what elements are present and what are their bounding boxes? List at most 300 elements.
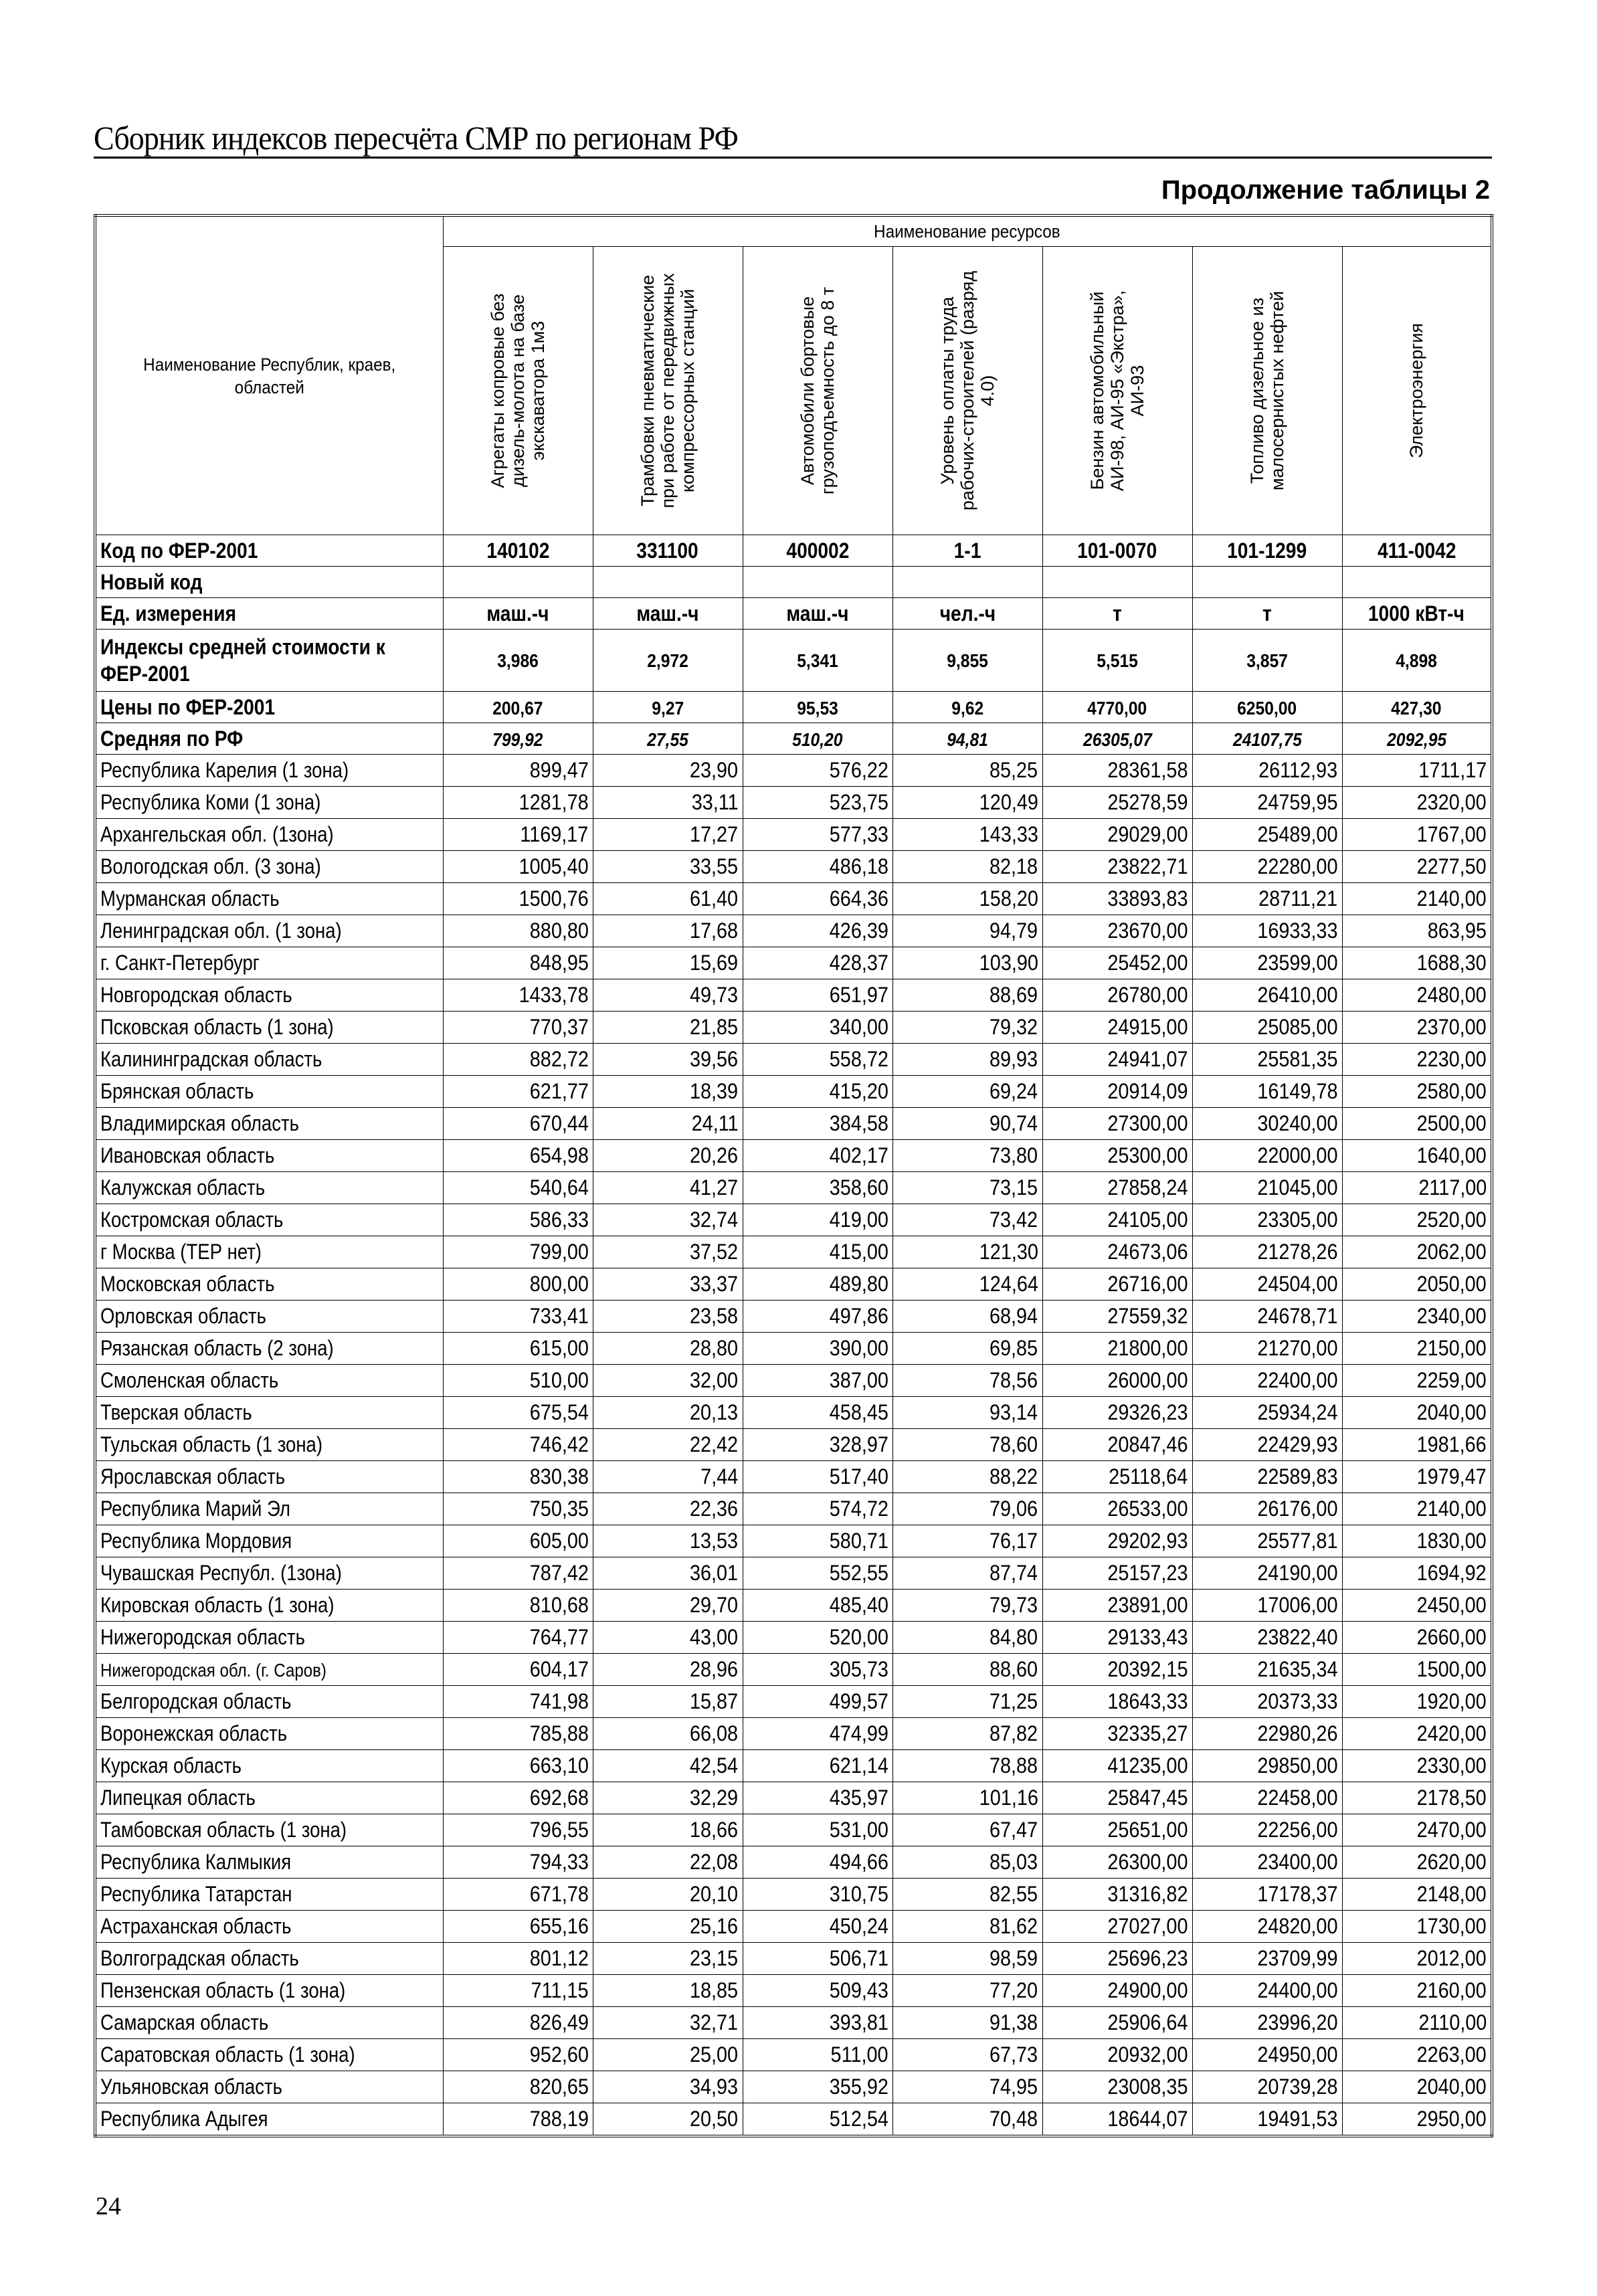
table-row <box>95 2007 1492 2039</box>
region-name-text: Чувашская Республ. (1зона) <box>100 1561 342 1585</box>
value-cell <box>593 1076 743 1108</box>
cell-value: 2050,00 <box>1416 1272 1487 1296</box>
cell-value: 340,00 <box>829 1015 888 1039</box>
cell-value: 22000,00 <box>1257 1143 1338 1167</box>
table-row <box>95 1108 1492 1140</box>
value-cell <box>1192 1814 1342 1846</box>
region-name-text: Владимирская область <box>100 1111 299 1135</box>
cell-value: 733,41 <box>529 1304 589 1328</box>
table-continuation-label: Продолжение таблицы 2 <box>1161 175 1490 205</box>
row-label <box>95 535 443 567</box>
value-cell <box>893 1686 1042 1718</box>
value-cell <box>1192 851 1342 883</box>
value-cell <box>1042 819 1192 851</box>
value-cell <box>743 1750 893 1782</box>
cell-value: 32,00 <box>690 1368 739 1392</box>
value-cell <box>593 1108 743 1140</box>
info-value: 140102 <box>486 538 549 563</box>
value-cell <box>593 1943 743 1975</box>
value-cell <box>743 1686 893 1718</box>
value-cell <box>1192 1397 1342 1429</box>
value-cell <box>893 1911 1042 1943</box>
value-cell <box>1342 1943 1492 1975</box>
cell-value: 25085,00 <box>1257 1015 1338 1039</box>
cell-value: 2012,00 <box>1416 1946 1487 1970</box>
cell-value: 1640,00 <box>1416 1143 1487 1167</box>
row-label-text: Новый код <box>100 569 203 594</box>
info-cell <box>443 567 593 598</box>
value-cell <box>593 1557 743 1590</box>
value-cell <box>443 1044 593 1076</box>
value-cell <box>1342 2103 1492 2137</box>
table-row <box>95 1718 1492 1750</box>
value-cell <box>893 1365 1042 1397</box>
info-value: 24107,75 <box>1232 729 1302 750</box>
cell-value: 29029,00 <box>1107 822 1188 846</box>
cell-value: 43,00 <box>690 1625 739 1649</box>
cell-value: 22,42 <box>690 1432 739 1456</box>
cell-value: 1830,00 <box>1416 1529 1487 1553</box>
value-cell <box>893 1622 1042 1654</box>
region-name-text: Брянская область <box>100 1079 254 1103</box>
cell-value: 25278,59 <box>1107 790 1188 814</box>
info-value: 2,972 <box>647 650 688 671</box>
info-cell <box>593 567 743 598</box>
cell-value: 520,00 <box>829 1625 888 1649</box>
value-cell <box>893 851 1042 883</box>
region-name <box>95 1429 443 1461</box>
cell-value: 621,77 <box>529 1079 589 1103</box>
table-row <box>95 1268 1492 1301</box>
info-cell <box>743 535 893 567</box>
region-name <box>95 1108 443 1140</box>
value-cell <box>743 1172 893 1204</box>
region-name-text: Тульская область (1 зона) <box>100 1432 323 1456</box>
value-cell <box>1192 1012 1342 1044</box>
value-cell <box>1042 1333 1192 1365</box>
value-cell <box>593 851 743 883</box>
value-cell <box>1342 1814 1492 1846</box>
value-cell <box>443 1172 593 1204</box>
cell-value: 664,36 <box>829 886 888 911</box>
cell-value: 41,27 <box>690 1175 739 1200</box>
value-cell <box>593 1172 743 1204</box>
cell-value: 78,88 <box>990 1753 1038 1778</box>
value-cell <box>1192 1493 1342 1525</box>
cell-value: 655,16 <box>529 1914 589 1938</box>
value-cell <box>1042 1493 1192 1525</box>
region-name-text: Ивановская область <box>100 1143 275 1167</box>
value-cell <box>743 1846 893 1879</box>
cell-value: 20,13 <box>690 1400 739 1424</box>
cell-value: 71,25 <box>990 1689 1038 1713</box>
cell-value: 23,90 <box>690 758 739 782</box>
value-cell <box>443 1750 593 1782</box>
info-value: 411-0042 <box>1377 538 1456 563</box>
value-cell <box>743 2007 893 2039</box>
value-cell <box>743 1814 893 1846</box>
cell-value: 79,06 <box>990 1497 1038 1521</box>
info-value: 101-1299 <box>1227 538 1307 563</box>
cell-value: 26410,00 <box>1257 983 1338 1007</box>
code-row <box>95 535 1492 567</box>
value-cell <box>593 1140 743 1172</box>
value-cell <box>743 1525 893 1557</box>
region-name-text: Тверская область <box>100 1400 252 1424</box>
cell-value: 796,55 <box>529 1818 589 1842</box>
value-cell <box>893 787 1042 819</box>
cell-value: 124,64 <box>979 1272 1038 1296</box>
info-cell <box>893 630 1042 692</box>
value-cell <box>743 2071 893 2103</box>
cell-value: 764,77 <box>529 1625 589 1649</box>
value-cell <box>443 1525 593 1557</box>
info-cell <box>443 535 593 567</box>
value-cell <box>893 1879 1042 1911</box>
cell-value: 2660,00 <box>1416 1625 1487 1649</box>
resource-header-4 <box>1042 247 1192 535</box>
cell-value: 17,27 <box>690 822 739 846</box>
resource-header-text: Уровень оплаты труда рабочих-строителей (разряд 4.0) <box>937 270 998 511</box>
region-name-text: Архангельская обл. (1зона) <box>100 822 334 846</box>
value-cell <box>1342 1654 1492 1686</box>
cell-value: 15,69 <box>690 951 739 975</box>
region-name <box>95 1750 443 1782</box>
value-cell <box>1192 1590 1342 1622</box>
info-value: 1000 кВт-ч <box>1368 601 1465 626</box>
region-name-text: Ярославская область <box>100 1464 286 1489</box>
resource-header-text: Электроэнергия <box>1406 322 1427 459</box>
table-row <box>95 819 1492 851</box>
cell-value: 2160,00 <box>1416 1978 1487 2002</box>
value-cell <box>893 947 1042 979</box>
table-row <box>95 1975 1492 2007</box>
cell-value: 2110,00 <box>1418 2010 1487 2034</box>
region-name <box>95 1879 443 1911</box>
value-cell <box>1042 1044 1192 1076</box>
row-label <box>95 692 443 723</box>
cell-value: 78,60 <box>990 1432 1038 1456</box>
value-cell <box>893 1268 1042 1301</box>
value-cell <box>893 1204 1042 1236</box>
value-cell <box>443 1493 593 1525</box>
region-name-text: Волгоградская область <box>100 1946 299 1970</box>
value-cell <box>743 1076 893 1108</box>
region-name-text: Республика Калмыкия <box>100 1850 292 1874</box>
info-cell <box>1042 630 1192 692</box>
value-cell <box>1192 1943 1342 1975</box>
table-row <box>95 1814 1492 1846</box>
cell-value: 69,24 <box>990 1079 1038 1103</box>
value-cell <box>443 947 593 979</box>
value-cell <box>1192 1268 1342 1301</box>
value-cell <box>893 1301 1042 1333</box>
cell-value: 20373,33 <box>1257 1689 1338 1713</box>
table-row <box>95 947 1492 979</box>
cell-value: 23,58 <box>690 1304 739 1328</box>
region-name <box>95 1397 443 1429</box>
cell-value: 497,86 <box>829 1304 888 1328</box>
region-name <box>95 979 443 1012</box>
value-cell <box>1042 1301 1192 1333</box>
cell-value: 7,44 <box>700 1464 739 1489</box>
cell-value: 23996,20 <box>1257 2010 1338 2034</box>
value-cell <box>593 787 743 819</box>
region-name <box>95 2039 443 2071</box>
info-cell <box>1342 692 1492 723</box>
cell-value: 2259,00 <box>1416 1368 1487 1392</box>
value-cell <box>1342 2007 1492 2039</box>
value-cell <box>1342 819 1492 851</box>
cell-value: 310,75 <box>829 1882 888 1906</box>
cell-value: 651,97 <box>829 983 888 1007</box>
value-cell <box>443 1140 593 1172</box>
value-cell <box>893 1397 1042 1429</box>
region-name <box>95 1943 443 1975</box>
region-name-text: Ульяновская область <box>100 2075 282 2099</box>
table-row <box>95 915 1492 947</box>
cell-value: 73,80 <box>990 1143 1038 1167</box>
value-cell <box>893 2071 1042 2103</box>
value-cell <box>1342 1975 1492 2007</box>
cell-value: 33,11 <box>691 790 739 814</box>
cell-value: 23008,35 <box>1107 2075 1188 2099</box>
cell-value: 474,99 <box>829 1721 888 1745</box>
info-value: 94,81 <box>947 729 988 750</box>
cell-value: 384,58 <box>829 1111 888 1135</box>
value-cell <box>1192 1236 1342 1268</box>
cell-value: 13,53 <box>690 1529 739 1553</box>
region-name-text: Костромская область <box>100 1208 284 1232</box>
value-cell <box>743 1557 893 1590</box>
cell-value: 16149,78 <box>1257 1079 1338 1103</box>
value-cell <box>443 1718 593 1750</box>
cell-value: 22429,93 <box>1257 1432 1338 1456</box>
value-cell <box>1042 1012 1192 1044</box>
value-cell <box>743 1943 893 1975</box>
value-cell <box>1342 1686 1492 1718</box>
cell-value: 22280,00 <box>1257 854 1338 878</box>
cell-value: 517,40 <box>829 1464 888 1489</box>
cell-value: 18643,33 <box>1107 1689 1188 1713</box>
value-cell <box>1042 883 1192 915</box>
value-cell <box>893 1076 1042 1108</box>
table-row <box>95 1686 1492 1718</box>
cell-value: 81,62 <box>990 1914 1038 1938</box>
cell-value: 741,98 <box>529 1689 589 1713</box>
value-cell <box>1342 1622 1492 1654</box>
cell-value: 393,81 <box>829 2010 888 2034</box>
value-cell <box>1042 1718 1192 1750</box>
value-cell <box>443 1879 593 1911</box>
cell-value: 1433,78 <box>519 983 589 1007</box>
cell-value: 2330,00 <box>1416 1753 1487 1778</box>
cell-value: 512,54 <box>829 2107 888 2131</box>
cell-value: 426,39 <box>829 919 888 943</box>
region-name <box>95 2103 443 2137</box>
cell-value: 390,00 <box>829 1336 888 1360</box>
cell-value: 2040,00 <box>1416 2075 1487 2099</box>
table-row <box>95 1557 1492 1590</box>
value-cell <box>593 2039 743 2071</box>
cell-value: 1981,66 <box>1416 1432 1487 1456</box>
header-row-group <box>95 215 1492 247</box>
cell-value: 27559,32 <box>1107 1304 1188 1328</box>
value-cell <box>893 1943 1042 1975</box>
region-name <box>95 1268 443 1301</box>
info-value: 2092,95 <box>1386 729 1446 750</box>
cell-value: 22,36 <box>690 1497 739 1521</box>
resource-header-text: Трамбовки пневматические при работе от передвижных компрессорных станций <box>638 273 698 508</box>
cell-value: 22256,00 <box>1257 1818 1338 1842</box>
value-cell <box>1042 2007 1192 2039</box>
cell-value: 26000,00 <box>1107 1368 1188 1392</box>
value-cell <box>443 755 593 787</box>
value-cell <box>743 1044 893 1076</box>
value-cell <box>1042 1461 1192 1493</box>
info-cell <box>1342 567 1492 598</box>
region-name <box>95 1301 443 1333</box>
value-cell <box>1192 1140 1342 1172</box>
info-value: маш.-ч <box>786 601 849 626</box>
region-name-text: Республика Татарстан <box>100 1882 292 1906</box>
value-cell <box>593 1718 743 1750</box>
value-cell <box>1042 2039 1192 2071</box>
cell-value: 2420,00 <box>1416 1721 1487 1745</box>
table-row <box>95 851 1492 883</box>
region-name <box>95 1525 443 1557</box>
value-cell <box>1342 2071 1492 2103</box>
value-cell <box>1342 1365 1492 1397</box>
value-cell <box>893 1333 1042 1365</box>
value-cell <box>743 1718 893 1750</box>
region-name <box>95 883 443 915</box>
cell-value: 1500,00 <box>1416 1657 1487 1681</box>
cell-value: 785,88 <box>529 1721 589 1745</box>
cell-value: 574,72 <box>829 1497 888 1521</box>
cell-value: 19491,53 <box>1257 2107 1338 2131</box>
cell-value: 16933,33 <box>1257 919 1338 943</box>
value-cell <box>893 1236 1042 1268</box>
region-name <box>95 1654 443 1686</box>
value-cell <box>1342 1076 1492 1108</box>
value-cell <box>1042 1782 1192 1814</box>
cell-value: 2580,00 <box>1416 1079 1487 1103</box>
value-cell <box>743 755 893 787</box>
cell-value: 20,10 <box>690 1882 739 1906</box>
cell-value: 88,69 <box>990 983 1038 1007</box>
cell-value: 25696,23 <box>1107 1946 1188 1970</box>
value-cell <box>593 2071 743 2103</box>
value-cell <box>743 1879 893 1911</box>
value-cell <box>443 1557 593 1590</box>
value-cell <box>1192 1622 1342 1654</box>
cell-value: 22400,00 <box>1257 1368 1338 1392</box>
region-name-text: Астраханская область <box>100 1914 292 1938</box>
cell-value: 82,18 <box>990 854 1038 878</box>
info-cell <box>443 692 593 723</box>
cell-value: 1500,76 <box>519 886 589 911</box>
value-cell <box>443 2007 593 2039</box>
cell-value: 30240,00 <box>1257 1111 1338 1135</box>
cell-value: 68,94 <box>990 1304 1038 1328</box>
value-cell <box>1042 1590 1192 1622</box>
cell-value: 24400,00 <box>1257 1978 1338 2002</box>
region-name <box>95 1718 443 1750</box>
info-cell <box>1042 723 1192 755</box>
info-value: 6250,00 <box>1237 697 1297 719</box>
value-cell <box>743 979 893 1012</box>
cell-value: 70,48 <box>990 2107 1038 2131</box>
region-name-text: Калининградская область <box>100 1047 322 1071</box>
region-name <box>95 819 443 851</box>
cell-value: 88,22 <box>990 1464 1038 1489</box>
value-cell <box>893 1975 1042 2007</box>
cell-value: 18,66 <box>690 1818 739 1842</box>
cell-value: 143,33 <box>979 822 1038 846</box>
cell-value: 32,71 <box>690 2010 739 2034</box>
info-cell <box>593 535 743 567</box>
value-cell <box>743 1268 893 1301</box>
cell-value: 24915,00 <box>1107 1015 1188 1039</box>
table-row <box>95 1943 1492 1975</box>
cell-value: 88,60 <box>990 1657 1038 1681</box>
value-cell <box>893 1172 1042 1204</box>
value-cell <box>1342 1461 1492 1493</box>
value-cell <box>593 915 743 947</box>
value-cell <box>593 1814 743 1846</box>
region-name-text: Пензенская область (1 зона) <box>100 1978 346 2002</box>
value-cell <box>1342 1879 1492 1911</box>
cell-value: 25847,45 <box>1107 1786 1188 1810</box>
table-row <box>95 883 1492 915</box>
cell-value: 25,16 <box>690 1914 739 1938</box>
cell-value: 801,12 <box>529 1946 589 1970</box>
value-cell <box>893 1429 1042 1461</box>
region-name-text: Нижегородская область <box>100 1625 305 1649</box>
value-cell <box>893 1557 1042 1590</box>
cell-value: 2450,00 <box>1416 1593 1487 1617</box>
cell-value: 36,01 <box>690 1561 739 1585</box>
value-cell <box>1342 1108 1492 1140</box>
cell-value: 23822,40 <box>1257 1625 1338 1649</box>
value-cell <box>593 2103 743 2137</box>
value-cell <box>1042 1686 1192 1718</box>
region-name-text: Республика Карелия (1 зона) <box>100 758 349 782</box>
value-cell <box>1342 1846 1492 1879</box>
cell-value: 540,64 <box>529 1175 589 1200</box>
info-value: 5,341 <box>797 650 838 671</box>
cell-value: 28711,21 <box>1258 886 1338 911</box>
value-cell <box>443 1268 593 1301</box>
table-row <box>95 979 1492 1012</box>
resource-header-text: Бензин автомобильный АИ-98, АИ-95 «Экстра», АИ-93 <box>1087 290 1147 492</box>
info-value: 3,857 <box>1246 650 1288 671</box>
cell-value: 29202,93 <box>1107 1529 1188 1553</box>
info-value: 200,67 <box>492 697 543 719</box>
info-cell <box>893 598 1042 630</box>
value-cell <box>893 755 1042 787</box>
cell-value: 576,22 <box>829 758 888 782</box>
cell-value: 510,00 <box>529 1368 589 1392</box>
cell-value: 20,26 <box>690 1143 739 1167</box>
cell-value: 23,15 <box>690 1946 739 1970</box>
info-cell <box>443 723 593 755</box>
row-label-text: Индексы средней стоимости к ФЕР-2001 <box>100 635 385 686</box>
cell-value: 2148,00 <box>1416 1882 1487 1906</box>
value-cell <box>1042 979 1192 1012</box>
table-row <box>95 1622 1492 1654</box>
